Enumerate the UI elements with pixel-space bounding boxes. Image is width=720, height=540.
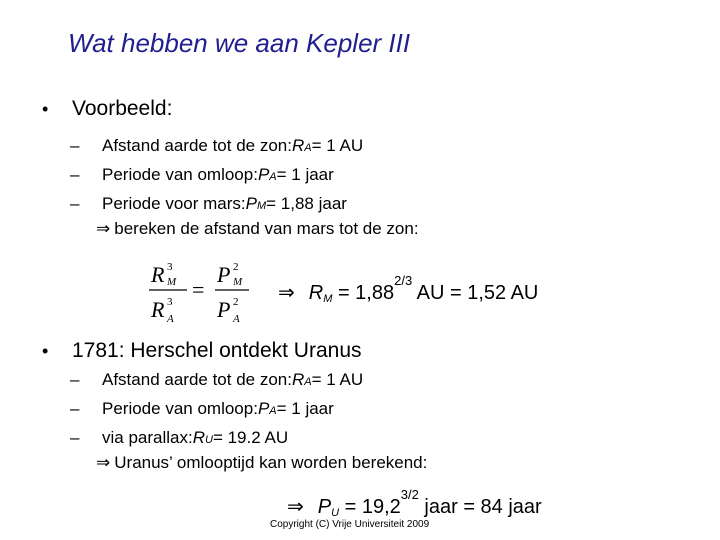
result-base: = 1,88	[332, 282, 395, 304]
svg-text:P: P	[217, 262, 231, 287]
svg-text:3: 3	[167, 261, 173, 273]
bullet-example	[42, 97, 172, 121]
item-text: Periode van omloop:	[102, 399, 258, 418]
dash: –	[70, 370, 80, 389]
conclusion-text: Uranus’ omlooptijd kan worden berekend:	[114, 453, 428, 472]
result-rest: AU = 1,52 AU	[412, 282, 539, 304]
bullet-dot: •	[42, 341, 49, 361]
item-rest: = 1 AU	[311, 370, 364, 389]
dash: –	[70, 399, 80, 418]
item-text: Afstand aarde tot de zon:	[102, 136, 292, 155]
dash: –	[70, 428, 80, 447]
item-text: Periode voor mars:	[102, 194, 246, 213]
implies-icon: ⇒	[287, 494, 304, 518]
result-sub: M	[323, 293, 333, 305]
item-var: P	[257, 399, 270, 418]
svg-text:3: 3	[167, 296, 173, 308]
svg-text:M: M	[233, 276, 243, 288]
result-rest: jaar = 84 jaar	[418, 496, 542, 518]
bullet-uranus	[42, 339, 362, 363]
item-rest: = 19.2 AU	[212, 428, 289, 447]
item-sub: A	[269, 405, 277, 417]
formula-num-left	[150, 261, 177, 288]
item-sub: A	[269, 171, 277, 183]
result-sub: U	[331, 507, 340, 519]
dash: –	[70, 136, 80, 155]
svg-text:2: 2	[233, 261, 239, 273]
result-exp: 3/2	[400, 487, 419, 502]
result-mars	[278, 273, 538, 305]
kepler-formula	[145, 252, 255, 332]
svg-text:R: R	[151, 262, 165, 287]
svg-text:A: A	[233, 313, 240, 325]
item-sub: U	[205, 434, 213, 446]
dash: –	[70, 165, 80, 184]
result-exp: 2/3	[394, 273, 413, 288]
svg-text:R: R	[151, 297, 165, 322]
slide-title: Wat hebben we aan Kepler III	[68, 28, 411, 58]
bullet-dot: •	[42, 99, 49, 119]
item-text: Periode van omloop:	[102, 165, 258, 184]
item-sub: M	[256, 200, 267, 212]
conclusion-text: bereken de afstand van mars tot de zon:	[114, 219, 419, 238]
formula-num-right	[216, 261, 243, 288]
svg-text:A: A	[167, 313, 174, 325]
result-var: P	[317, 496, 332, 518]
item-rest: = 1 AU	[311, 136, 364, 155]
item-rest: = 1,88 jaar	[266, 194, 347, 213]
list-item	[70, 165, 334, 185]
bullet-heading: Voorbeeld:	[72, 97, 173, 120]
copyright-footer: Copyright (C) Vrije Universiteit 2009	[270, 519, 430, 530]
conclusion-line	[96, 453, 427, 473]
result-base: = 19,2	[339, 496, 401, 518]
conclusion-line	[96, 219, 419, 239]
list-item	[70, 399, 334, 419]
item-text: via parallax:	[102, 428, 193, 447]
item-var: P	[245, 194, 257, 213]
list-item	[70, 194, 347, 214]
item-var: R	[291, 136, 305, 155]
formula-den-left	[150, 296, 174, 325]
item-var: R	[192, 428, 205, 447]
svg-text:M: M	[167, 276, 177, 288]
bullet-heading: 1781: Herschel ontdekt Uranus	[72, 339, 362, 362]
item-var: P	[257, 165, 270, 184]
item-text: Afstand aarde tot de zon:	[102, 370, 292, 389]
list-item	[70, 428, 288, 448]
implies-icon: ⇒	[96, 219, 111, 239]
item-var: R	[291, 370, 305, 389]
list-item	[70, 136, 363, 156]
svg-text:P: P	[217, 297, 231, 322]
item-sub: A	[304, 142, 312, 154]
item-sub: A	[304, 376, 312, 388]
item-rest: = 1 jaar	[276, 165, 334, 184]
formula-equals: =	[192, 277, 205, 302]
svg-text:2: 2	[233, 296, 239, 308]
implies-icon: ⇒	[96, 453, 111, 473]
list-item	[70, 370, 363, 390]
dash: –	[70, 194, 80, 213]
formula-den-right	[216, 296, 240, 325]
implies-icon: ⇒	[278, 280, 295, 304]
result-var: R	[308, 282, 324, 304]
result-uranus	[287, 487, 542, 519]
item-rest: = 1 jaar	[276, 399, 334, 418]
